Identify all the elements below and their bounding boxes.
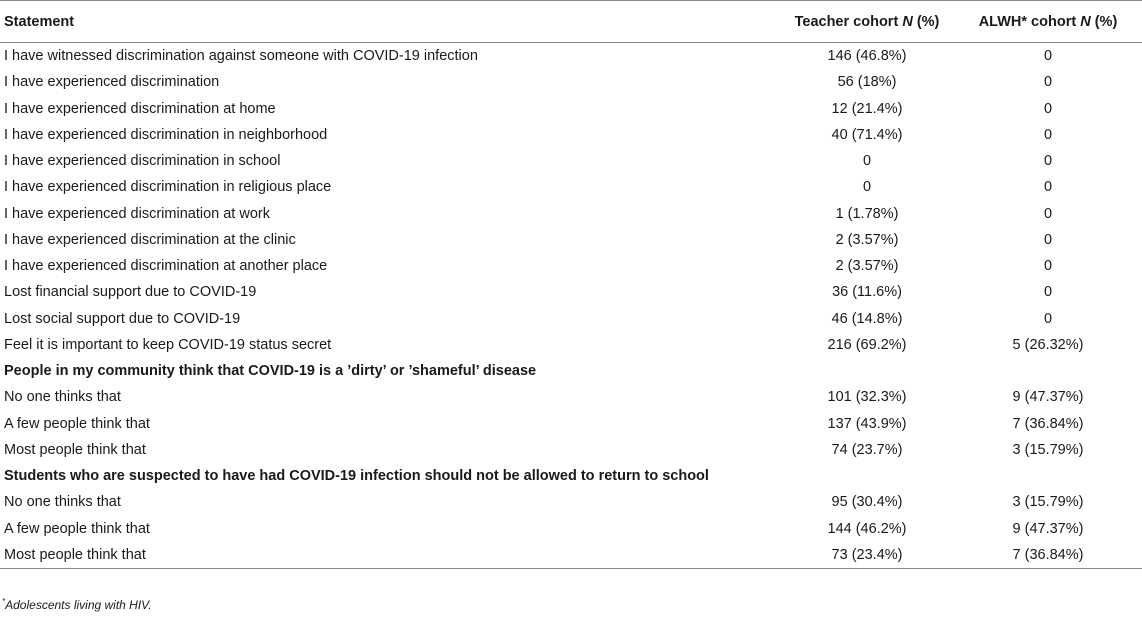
table-row <box>0 227 1142 253</box>
alwh-cohort-cell: 0 <box>1043 284 1053 301</box>
teacher-cohort-cell: 73 (23.4%) <box>780 542 954 569</box>
teacher-cohort-cell: 56 (18%) <box>837 74 897 91</box>
header-statement-label: Statement <box>4 13 75 30</box>
section-title: Students who are suspected to have had COVID-19 infection should not be allowed to return to school <box>4 468 709 485</box>
statement-cell: Most people think that <box>4 441 146 458</box>
teacher-cohort-cell: 36 (11.6%) <box>832 284 902 301</box>
header-statement <box>0 1 780 43</box>
header-alwh-cohort <box>954 1 1142 43</box>
header-row <box>0 1 1142 43</box>
statement-cell: Feel it is important to keep COVID-19 status secret <box>4 336 332 353</box>
statement-cell: I have witnessed discrimination against someone with COVID-19 infection <box>4 48 478 65</box>
header-teacher-label: Teacher cohort <box>794 13 899 30</box>
table-row <box>0 253 1142 279</box>
table-row <box>0 542 1142 569</box>
table-row <box>0 384 1142 410</box>
teacher-cohort-cell: 0 <box>862 153 872 170</box>
header-teacher-cohort <box>780 1 954 43</box>
statement-cell: A few people think that <box>4 415 150 432</box>
alwh-cohort-cell: 0 <box>1043 258 1053 275</box>
table-header <box>0 1 1142 43</box>
alwh-cohort-cell: 3 (15.79%) <box>1012 494 1084 511</box>
statement-cell: I have experienced discrimination at the clinic <box>4 231 296 248</box>
footnote-text: Adolescents living with HIV. <box>5 598 152 612</box>
teacher-cohort-cell: 2 (3.57%) <box>835 258 899 275</box>
table-row <box>0 201 1142 227</box>
table-row <box>0 148 1142 174</box>
statement-cell: I have experienced discrimination at work <box>4 205 270 222</box>
statement-cell: I have experienced discrimination in religious place <box>4 179 332 196</box>
table-row <box>0 411 1142 437</box>
teacher-cohort-cell: 101 (32.3%) <box>827 389 907 406</box>
alwh-cohort-cell: 9 (47.37%) <box>1012 520 1084 537</box>
alwh-cohort-cell: 0 <box>1043 100 1053 117</box>
alwh-cohort-cell: 7 (36.84%) <box>1012 415 1084 432</box>
statement-cell: I have experienced discrimination in neighborhood <box>4 126 328 143</box>
teacher-cohort-cell: 46 (14.8%) <box>831 310 903 327</box>
alwh-cohort-cell: 0 <box>1043 205 1053 222</box>
teacher-cohort-cell: 95 (30.4%) <box>831 494 903 511</box>
footnote-marker: * <box>2 597 6 606</box>
alwh-cohort-cell: 0 <box>1043 310 1053 327</box>
statement-cell: No one thinks that <box>4 494 121 511</box>
header-teacher-n: N <box>902 13 913 30</box>
table-row <box>0 174 1142 200</box>
alwh-cohort-cell: 0 <box>1043 74 1053 91</box>
section-title: People in my community think that COVID-19 is a ’dirty’ or ’shameful’ disease <box>4 363 537 380</box>
alwh-cohort-cell: 7 (36.84%) <box>954 542 1142 569</box>
header-alwh-pct: (%) <box>1094 13 1118 30</box>
teacher-cohort-cell: 0 <box>862 179 872 196</box>
table-row <box>0 279 1142 305</box>
teacher-cohort-cell: 137 (43.9%) <box>827 415 907 432</box>
statement-cell: I have experienced discrimination at home <box>4 100 276 117</box>
header-alwh-n: N <box>1080 13 1091 30</box>
table-row <box>0 69 1142 95</box>
table-footnote <box>2 597 152 612</box>
table-row <box>0 306 1142 332</box>
alwh-cohort-cell: 0 <box>1043 153 1053 170</box>
statement-cell: I have experienced discrimination in school <box>4 153 281 170</box>
alwh-cohort-cell: 3 (15.79%) <box>1012 441 1084 458</box>
section-header-row <box>0 358 1142 384</box>
statement-cell: Lost financial support due to COVID-19 <box>4 284 257 301</box>
teacher-cohort-cell: 40 (71.4%) <box>831 126 903 143</box>
table-row <box>0 96 1142 122</box>
alwh-cohort-cell: 5 (26.32%) <box>1012 336 1084 353</box>
table-row <box>0 332 1142 358</box>
teacher-cohort-cell: 144 (46.2%) <box>827 520 907 537</box>
alwh-cohort-cell: 0 <box>1043 48 1053 65</box>
alwh-cohort-cell: 9 (47.37%) <box>1012 389 1084 406</box>
teacher-cohort-cell: 216 (69.2%) <box>827 336 907 353</box>
statement-cell: I have experienced discrimination <box>4 74 220 91</box>
teacher-cohort-cell: 2 (3.57%) <box>835 231 899 248</box>
alwh-cohort-cell: 0 <box>1043 179 1053 196</box>
alwh-cohort-cell: 0 <box>1043 231 1053 248</box>
header-alwh-label: ALWH* cohort <box>978 13 1077 30</box>
teacher-cohort-cell: 12 (21.4%) <box>831 100 903 117</box>
statement-cell: Lost social support due to COVID-19 <box>4 310 241 327</box>
alwh-cohort-cell: 0 <box>1043 126 1053 143</box>
teacher-cohort-cell: 74 (23.7%) <box>831 441 903 458</box>
table-row <box>0 122 1142 148</box>
teacher-cohort-cell: 1 (1.78%) <box>835 205 899 222</box>
table-body <box>0 43 1142 569</box>
header-teacher-pct: (%) <box>916 13 940 30</box>
table-row <box>0 489 1142 515</box>
statement-cell: No one thinks that <box>4 389 121 406</box>
table-row <box>0 437 1142 463</box>
table-row <box>0 43 1142 70</box>
section-header-row <box>0 463 1142 489</box>
teacher-cohort-cell: 146 (46.8%) <box>827 48 907 65</box>
statement-cell: A few people think that <box>4 520 150 537</box>
statement-cell: Most people think that <box>0 542 780 569</box>
statement-cell: I have experienced discrimination at another place <box>4 258 328 275</box>
table-row <box>0 516 1142 542</box>
